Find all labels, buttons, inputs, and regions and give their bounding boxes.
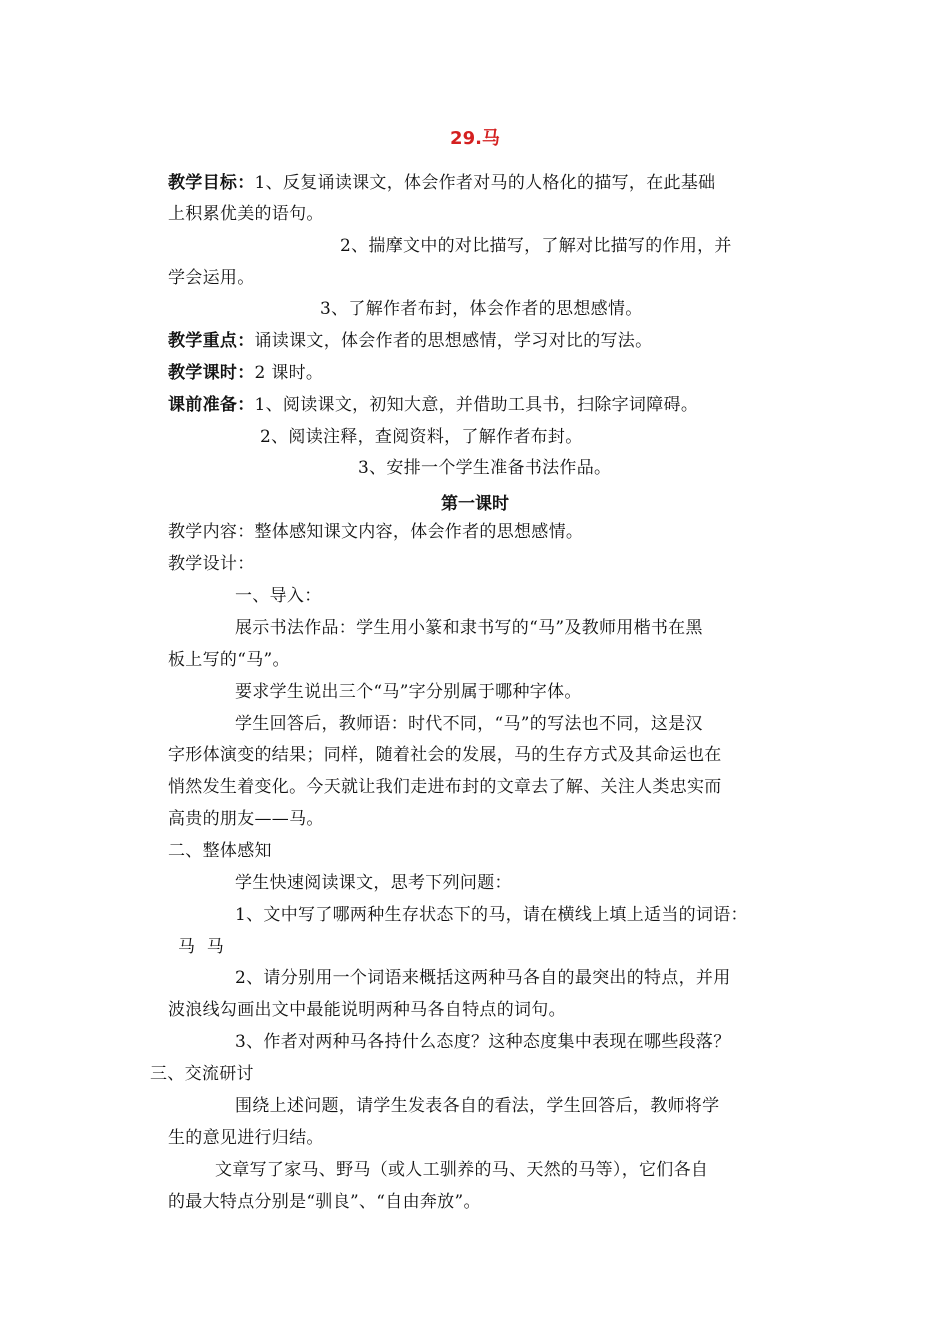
intro-paragraph-3c: 悄然发生着变化。今天就让我们走进布封的文章去了解、关注人类忠实而: [168, 777, 722, 797]
intro-paragraph-2: 要求学生说出三个“马”字分别属于哪种字体。: [235, 682, 582, 702]
objectives-item-3: 3、了解作者布封，体会作者的思想感情。: [320, 299, 643, 319]
class-hours-line: [168, 362, 323, 384]
class-hours-label: 教学课时：: [168, 363, 255, 383]
key-points-line: [168, 330, 652, 352]
discuss-paragraph-2a: 文章写了家马、野马（或人工驯养的马、天然的马等），它们各自: [215, 1160, 709, 1180]
class-hours-text: 2 课时。: [254, 363, 324, 383]
overview-paragraph: 学生快速阅读课文，思考下列问题：: [235, 873, 512, 893]
objectives-item-1b: 上积累优美的语句。: [168, 204, 324, 224]
overview-heading: 二、整体感知: [168, 841, 272, 861]
lesson-heading: 第一课时: [441, 494, 509, 514]
objectives-item-2a: 2、揣摩文中的对比描写，了解对比描写的作用，并: [340, 236, 732, 256]
overview-question-2a: 2、请分别用一个词语来概括这两种马各自的最突出的特点，并用: [235, 968, 731, 988]
intro-heading: 一、导入：: [235, 586, 322, 606]
preparation-line-1: [168, 394, 698, 416]
objectives-item-1a: 1、反复诵读课文，体会作者对马的人格化的描写，在此基础: [254, 173, 716, 193]
intro-paragraph-3b: 字形体演变的结果；同样，随着社会的发展，马的生存方式及其命运也在: [168, 745, 722, 765]
intro-paragraph-1a: 展示书法作品：学生用小篆和隶书写的“马”及教师用楷书在黑: [235, 618, 703, 638]
key-points-text: 诵读课文，体会作者的思想感情，学习对比的写法。: [254, 331, 653, 351]
objectives-item-2b: 学会运用。: [168, 268, 255, 288]
preparation-item-2: 2、阅读注释，查阅资料，了解作者布封。: [260, 427, 583, 447]
overview-question-1-fill: 马 马: [178, 937, 225, 957]
discuss-heading: 三、交流研讨: [150, 1064, 254, 1084]
discuss-paragraph-1b: 生的意见进行归结。: [168, 1128, 324, 1148]
overview-question-2b: 波浪线勾画出文中最能说明两种马各自特点的词句。: [168, 1000, 566, 1020]
overview-question-1: 1、文中写了哪两种生存状态下的马，请在横线上填上适当的词语：: [235, 905, 748, 925]
preparation-label: 课前准备：: [168, 395, 255, 415]
intro-paragraph-1b: 板上写的“马”。: [168, 650, 290, 670]
preparation-item-3: 3、安排一个学生准备书法作品。: [358, 458, 612, 478]
document-title: 29.马: [450, 128, 500, 149]
discuss-paragraph-2b: 的最大特点分别是“驯良”、“自由奔放”。: [168, 1192, 481, 1212]
intro-paragraph-3a: 学生回答后，教师语：时代不同，“马”的写法也不同，这是汉: [235, 714, 703, 734]
lesson-content: 教学内容：整体感知课文内容，体会作者的思想感情。: [168, 522, 584, 542]
key-points-label: 教学重点：: [168, 331, 255, 351]
objectives-line-1: [168, 172, 715, 194]
overview-question-3: 3、作者对两种马各持什么态度？这种态度集中表现在哪些段落？: [235, 1032, 731, 1052]
intro-paragraph-3d: 高贵的朋友——马。: [168, 809, 324, 829]
preparation-item-1: 1、阅读课文，初知大意，并借助工具书，扫除字词障碍。: [254, 395, 699, 415]
lesson-design: 教学设计：: [168, 554, 255, 574]
objectives-label: 教学目标：: [168, 173, 255, 193]
discuss-paragraph-1a: 围绕上述问题，请学生发表各自的看法，学生回答后，教师将学: [235, 1096, 720, 1116]
